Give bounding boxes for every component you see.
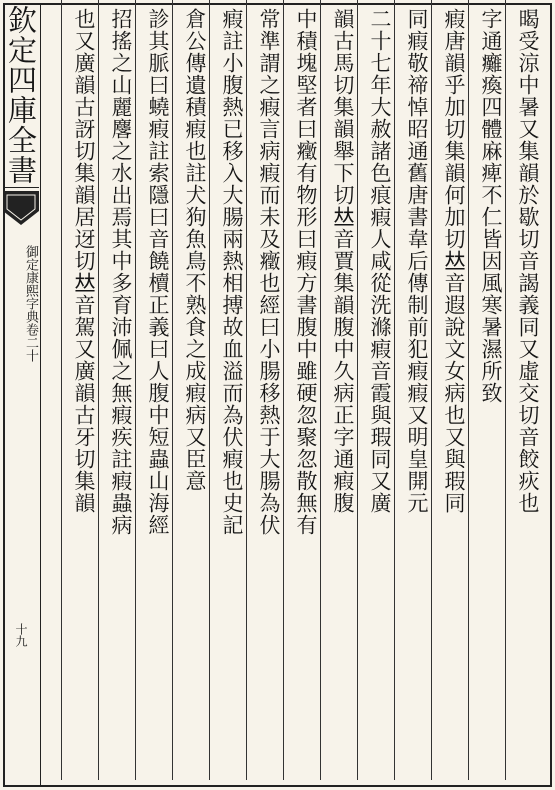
book-title: 欽定四庫全書: [3, 3, 39, 188]
text-column-5: 二十七年大赦諸色痕瘕人咸從洗滌瘕音霞與瑕同又廣: [368, 8, 392, 514]
text-column-3: 瘕唐韻乎加切集韻何加切𠀤音遐說文女病也又與瑕同: [442, 8, 466, 514]
text-column-11: 診其脈曰蟯瘕註索隱曰音饒櫝正義曰人腹中短蟲山海經: [146, 8, 170, 536]
text-column-1: 暍受涼中暑又集韻於歇切音謁義同又虛交切音餃疢也: [516, 8, 540, 514]
fish-tail-ornament-icon: [3, 191, 39, 239]
text-column-2: 字通癱瘓四體麻痺不仁皆因風寒暑濕所致: [479, 8, 503, 404]
text-column-12: 招搖之山麗麐之水出焉其中多育沛佩之無瘕疾註瘕蟲病: [109, 8, 133, 536]
margin-panel: [3, 3, 41, 787]
text-column-7: 中積塊堅者曰癥有物形曰瘕方書腹中雖硬忽聚忽散無有: [294, 8, 318, 536]
text-column-14-spacer: [44, 8, 61, 784]
text-column-6: 韻古馬切集韻舉下切𠀤音賈集韻腹中久病正字通瘕腹: [331, 8, 355, 514]
text-column-10: 倉公傳遺積瘕也註犬狗魚鳥不熟食之成瘕病又臣意: [183, 8, 207, 492]
text-column-4: 同瘕敬禘悼昭通舊唐書韋后傳制前犯瘕瘕又明皇開元: [405, 8, 429, 514]
volume-info: 御定康熙字典卷二十: [23, 245, 38, 362]
page-number: 十九: [14, 623, 28, 647]
text-column-13: 也又廣韻古訝切集韻居迓切𠀤音駕又廣韻古牙切集韻: [72, 8, 96, 514]
text-column-8: 常準謂之瘕言病瘕而未及癥也經曰小腸移熱于大腸為伏: [257, 8, 281, 536]
text-column-9: 瘕註小腹熱已移入大腸兩熱相搏故血溢而為伏瘕也史記: [220, 8, 244, 536]
column-divider: [61, 0, 62, 780]
